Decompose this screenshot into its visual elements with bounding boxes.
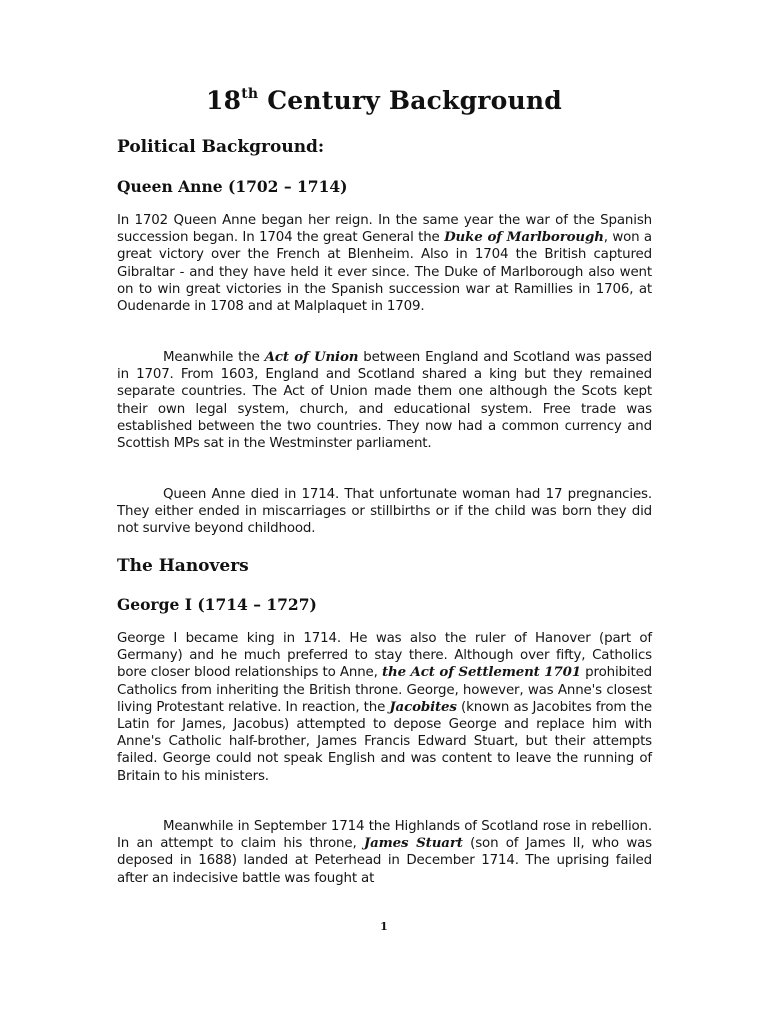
text-run: Meanwhile in September 1714 the Highlands of Scotland rose in rebellion. In an attempt to claim his throne, — [117, 819, 652, 852]
emphasis-james-stuart: James Stuart — [363, 835, 463, 852]
political-background-heading: Political Background: — [117, 137, 325, 157]
emphasis-act-of-settlement: the Act of Settlement 1701 — [381, 664, 581, 681]
text-run: In 1702 Queen Anne began her reign. In the same year the war of the Spanish succession began. In 1704 the great General the — [117, 213, 652, 246]
text-run: George I became king in 1714. He was also the ruler of Hanover (part of Germany) and he much preferred to stay there. Although over fifty, Catholics bore closer blood relationships to Anne, — [117, 631, 652, 681]
title-text: Century Background — [258, 86, 562, 115]
text-run: (known as Jacobites from the Latin for James, Jacobus) attempted to depose George and replace him with Anne's Catholic half-brother, James Francis Edward Stuart, but their attempts failed. George could not speak English and was content to leave the running of Britain to his ministers. — [117, 699, 652, 784]
text-run: (son of James II, who was deposed in 1688) landed at Peterhead in December 1714. The uprising failed after an indecisive battle was fought at — [117, 836, 653, 886]
paragraph-queen-anne-death: Queen Anne died in 1714. That unfortunate woman had 17 pregnancies. They either ended in miscarriages or stillbirths or if the child was born they did not survive beyond childhood. — [117, 487, 652, 537]
hanovers-heading: The Hanovers — [117, 556, 249, 576]
title-number: 18 — [206, 86, 242, 115]
paragraph-queen-anne-reign — [117, 212, 652, 315]
paragraph-george-i — [117, 630, 652, 785]
emphasis-act-of-union: Act of Union — [264, 349, 359, 365]
queen-anne-heading: Queen Anne (1702 – 1714) — [117, 177, 348, 196]
paragraph-act-of-union — [117, 349, 652, 452]
title-superscript: th — [241, 86, 259, 102]
text-run: prohibited Catholics from inheriting the British throne. George, however, was Anne's closest living Protestant relative. In reaction, the — [117, 665, 653, 715]
george-i-heading: George I (1714 – 1727) — [117, 595, 317, 614]
text-run: Meanwhile the — [163, 350, 265, 365]
text-run: , won a great victory over the French at Blenheim. Also in 1704 the British captured Gibraltar - and they have held it ever since. The Duke of Marlborough also went on to win great victories in the Spanish succession war at Ramillies in 1706, at Oudenarde in 1708 and at Malplaquet in 1709. — [117, 230, 652, 315]
paragraph-highlands-rebellion — [117, 818, 652, 887]
page-number: 1 — [380, 920, 388, 933]
text-run: between England and Scotland was passed in 1707. From 1603, England and Scotland shared a king but they remained separate countries. The Act of Union made them one although the Scots kept their own legal system, church, and educational system. Free trade was established between the two countries. They now had a common currency and Scottish MPs sat in the Westminster parliament. — [117, 350, 652, 452]
page-title — [0, 86, 768, 116]
emphasis-jacobites: Jacobites — [389, 698, 457, 715]
emphasis-duke-of-marlborough: Duke of Marlborough — [444, 229, 604, 246]
